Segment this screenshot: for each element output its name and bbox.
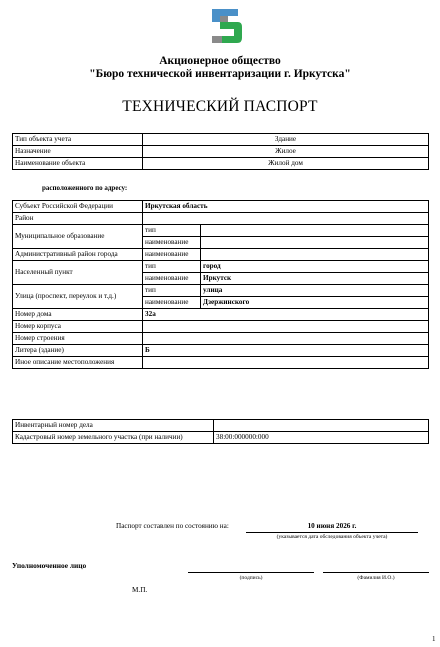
- object-type-value: Здание: [143, 134, 429, 146]
- subject-value: Иркутская область: [143, 201, 429, 213]
- municipality-name-value: [201, 237, 429, 249]
- subject-label: Субъект Российской Федерации: [13, 201, 143, 213]
- table-row: [13, 146, 429, 158]
- settlement-name-label: наименование: [143, 273, 201, 285]
- building-value: [143, 321, 429, 333]
- house-label: Номер дома: [13, 309, 143, 321]
- street-type-label: тип: [143, 285, 201, 297]
- table-row: [13, 134, 429, 146]
- address-table: [12, 200, 429, 369]
- name-line: [323, 572, 429, 573]
- inventory-table: [12, 419, 429, 444]
- municipality-label: Муниципальное образование: [13, 225, 143, 249]
- street-name-label: наименование: [143, 297, 201, 309]
- case-number-value: [214, 420, 429, 432]
- street-name-value: Дзержинского: [201, 297, 429, 309]
- authorized-person-label: Уполномоченное лицо: [12, 561, 87, 570]
- table-row: [13, 158, 429, 170]
- settlement-type-label: тип: [143, 261, 201, 273]
- document-title: ТЕХНИЧЕСКИЙ ПАСПОРТ: [122, 98, 318, 115]
- district-label: Район: [13, 213, 143, 225]
- passport-date: 10 июня 2026 г.: [246, 522, 418, 533]
- house-value: 32а: [143, 309, 429, 321]
- table-row: [13, 249, 429, 261]
- table-row: [13, 225, 429, 237]
- table-row: [13, 333, 429, 345]
- street-type-value: улица: [201, 285, 429, 297]
- object-name-label: Наименование объекта: [13, 158, 143, 170]
- structure-label: Номер строения: [13, 333, 143, 345]
- table-row: [13, 321, 429, 333]
- org-name-line2: "Бюро технической инвентаризации г. Иркутска": [89, 68, 351, 80]
- district-value: [143, 213, 429, 225]
- object-info-table: [12, 133, 429, 170]
- table-row: [13, 201, 429, 213]
- litera-value: Б: [143, 345, 429, 357]
- date-note: (указывается дата обследования объекта учета): [276, 534, 388, 540]
- settlement-type-value: город: [201, 261, 429, 273]
- admin-district-label: Административный район города: [13, 249, 143, 261]
- other-location-value: [143, 357, 429, 369]
- signature-line: [188, 572, 314, 573]
- table-row: [13, 420, 429, 432]
- address-heading: расположенного по адресу:: [42, 184, 128, 192]
- street-label: Улица (проспект, переулок и т.д.): [13, 285, 143, 309]
- signature-caption: (подпись): [239, 575, 263, 581]
- cadastral-label: Кадастровый номер земельного участка (при наличии): [13, 432, 214, 444]
- bti-logo-icon: [208, 6, 244, 46]
- table-row: [13, 213, 429, 225]
- building-label: Номер корпуса: [13, 321, 143, 333]
- table-row: [13, 432, 429, 444]
- table-row: [13, 357, 429, 369]
- admin-district-value: [201, 249, 429, 261]
- other-location-label: Иное описание местоположения: [13, 357, 143, 369]
- passport-state-label: Паспорт составлен по состоянию на:: [116, 522, 229, 530]
- object-type-label: Тип объекта учета: [13, 134, 143, 146]
- purpose-value: Жилое: [143, 146, 429, 158]
- municipality-type-value: [201, 225, 429, 237]
- table-row: [13, 309, 429, 321]
- case-number-label: Инвентарный номер дела: [13, 420, 214, 432]
- table-row: [13, 261, 429, 273]
- table-row: [13, 285, 429, 297]
- name-caption: (Фамилия И.О.): [357, 575, 395, 581]
- cadastral-value: 38:00:000000:000: [214, 432, 429, 444]
- object-name-value: Жилой дом: [143, 158, 429, 170]
- purpose-label: Назначение: [13, 146, 143, 158]
- admin-district-name-label: наименование: [143, 249, 201, 261]
- structure-value: [143, 333, 429, 345]
- stamp-place-label: М.П.: [132, 586, 148, 594]
- settlement-label: Населенный пункт: [13, 261, 143, 285]
- municipality-type-label: тип: [143, 225, 201, 237]
- municipality-name-label: наименование: [143, 237, 201, 249]
- table-row: [13, 345, 429, 357]
- page-number: 1: [432, 635, 436, 643]
- settlement-name-value: Иркутск: [201, 273, 429, 285]
- org-name-line1: Акционерное общество: [159, 55, 281, 67]
- litera-label: Литера (здание): [13, 345, 143, 357]
